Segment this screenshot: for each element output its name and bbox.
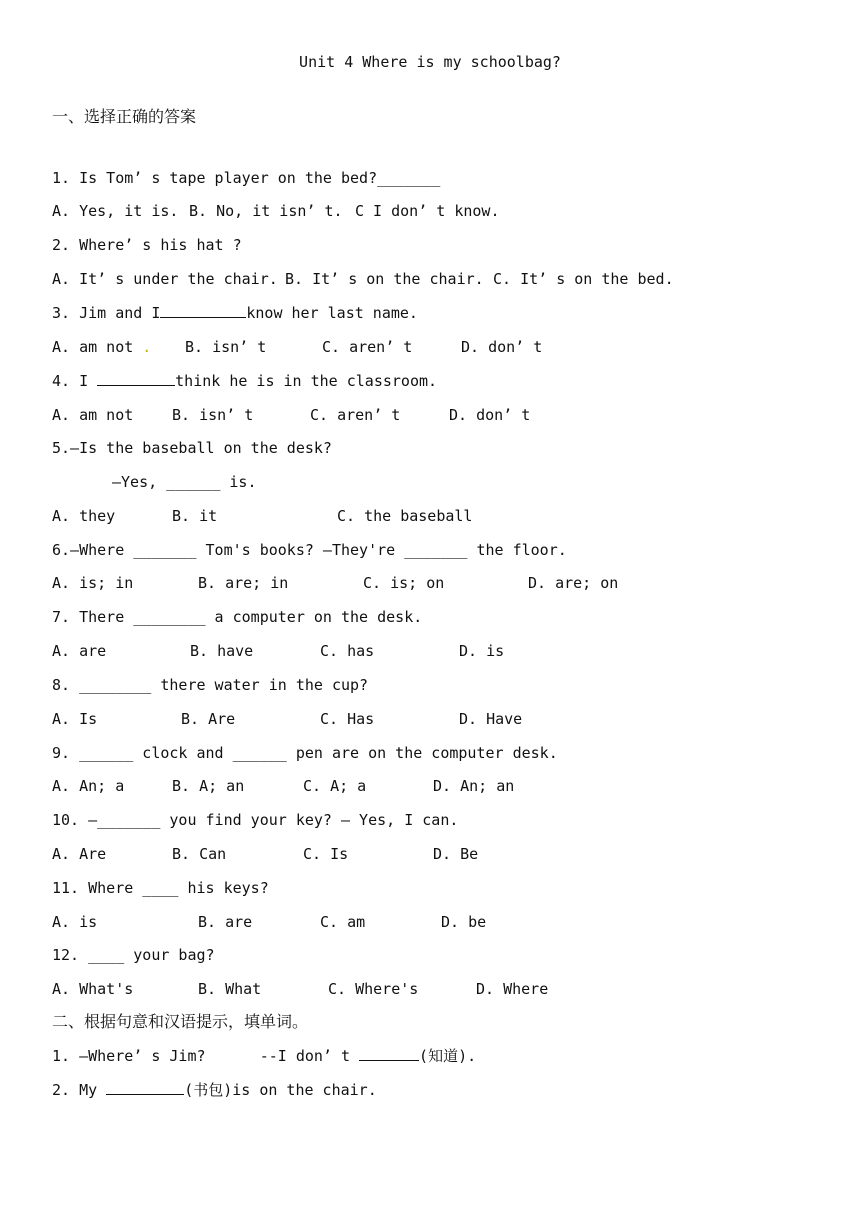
- option-a: A. am not .: [52, 338, 152, 356]
- question-10-options: [52, 843, 812, 865]
- fill-question-2-post: (书包)is on the chair.: [184, 1081, 377, 1099]
- question-12-options: [52, 978, 812, 1000]
- answer-blank: [106, 1080, 184, 1095]
- option-a: A. It’ s under the chair.: [52, 270, 278, 288]
- question-1: 1. Is Tom’ s tape player on the bed?_______: [52, 169, 441, 187]
- option-c: C. Is: [303, 845, 349, 863]
- option-d: D. are; on: [528, 574, 619, 592]
- option-a: A. An; a: [52, 777, 125, 795]
- option-b: B. Are: [181, 710, 236, 728]
- question-6-options: [52, 572, 812, 594]
- option-b: B. have: [190, 642, 254, 660]
- page-title: Unit 4 Where is my schoolbag?: [299, 53, 561, 71]
- question-4-post: think he is in the classroom.: [175, 372, 438, 390]
- option-c: C. has: [320, 642, 375, 660]
- question-7: 7. There ________ a computer on the desk.: [52, 608, 423, 626]
- option-c: C. Where's: [328, 980, 419, 998]
- option-d: D. is: [459, 642, 505, 660]
- option-d: D. don’ t: [461, 338, 543, 356]
- question-8: 8. ________ there water in the cup?: [52, 676, 369, 694]
- fill-question-1-post: (知道).: [419, 1047, 477, 1065]
- option-d: D. be: [441, 913, 487, 931]
- question-3-pre: 3. Jim and I: [52, 304, 161, 322]
- option-a: A. is: [52, 913, 98, 931]
- question-11-options: [52, 911, 812, 933]
- option-a: A. What's: [52, 980, 134, 998]
- option-b: B. No, it isn’ t.: [189, 202, 343, 220]
- section-heading-2: 二、根据句意和汉语提示，填单词。: [52, 1012, 309, 1031]
- option-c: C. It’ s on the bed.: [493, 270, 674, 288]
- option-c: C. the baseball: [337, 507, 473, 525]
- question-2-options: [52, 268, 812, 290]
- option-b: B. It’ s on the chair.: [285, 270, 484, 288]
- option-a: A. they: [52, 507, 116, 525]
- question-11: 11. Where ____ his keys?: [52, 879, 269, 897]
- answer-blank: [359, 1046, 419, 1061]
- option-d: D. Be: [433, 845, 479, 863]
- section-heading-1: 一、选择正确的答案: [52, 107, 197, 126]
- option-b: B. are: [198, 913, 253, 931]
- option-d: D. An; an: [433, 777, 515, 795]
- question-6: 6.—Where _______ Tom's books? —They're _______ the floor.: [52, 541, 567, 559]
- question-3-post: know her last name.: [246, 304, 418, 322]
- option-a: A. are: [52, 642, 107, 660]
- question-3: [52, 302, 418, 324]
- option-b: B. it: [172, 507, 218, 525]
- option-a: A. Yes, it is.: [52, 202, 179, 220]
- question-7-options: [52, 640, 812, 662]
- question-9-options: [52, 775, 812, 797]
- option-c: C. Has: [320, 710, 375, 728]
- question-5: 5.—Is the baseball on the desk?: [52, 439, 332, 457]
- question-12: 12. ____ your bag?: [52, 946, 215, 964]
- option-c: C. is; on: [363, 574, 445, 592]
- option-a: A. am not: [52, 406, 134, 424]
- option-b: B. are; in: [198, 574, 289, 592]
- question-8-options: [52, 708, 812, 730]
- option-d: D. Have: [459, 710, 523, 728]
- fill-question-2-pre: 2. My: [52, 1081, 107, 1099]
- option-a: A. Are: [52, 845, 107, 863]
- option-c: C. aren’ t: [322, 338, 413, 356]
- option-c: C. A; a: [303, 777, 367, 795]
- fill-question-1: [52, 1045, 476, 1067]
- option-c: C. am: [320, 913, 366, 931]
- option-b: B. isn’ t: [172, 406, 254, 424]
- option-c: C. aren’ t: [310, 406, 401, 424]
- question-4: [52, 370, 437, 392]
- question-10: 10. —_______ you find your key? — Yes, I can.: [52, 811, 459, 829]
- question-2: 2. Where’ s his hat ?: [52, 236, 242, 254]
- question-1-options: [52, 200, 812, 222]
- option-b: B. A; an: [172, 777, 245, 795]
- question-5-options: [52, 505, 812, 527]
- answer-blank: [160, 303, 246, 318]
- option-a: A. Is: [52, 710, 98, 728]
- question-4-pre: 4. I: [52, 372, 98, 390]
- option-b: B. isn’ t: [185, 338, 267, 356]
- question-5-answer-line: —Yes, ______ is.: [112, 473, 257, 491]
- option-d: D. don’ t: [449, 406, 531, 424]
- fill-question-1-pre: 1. –Where’ s Jim? --I don’ t: [52, 1047, 360, 1065]
- option-b: B. What: [198, 980, 262, 998]
- fill-question-2: [52, 1079, 377, 1101]
- option-a: A. is; in: [52, 574, 134, 592]
- option-b: B. Can: [172, 845, 227, 863]
- question-4-options: [52, 404, 812, 426]
- option-d: D. Where: [476, 980, 549, 998]
- question-9: 9. ______ clock and ______ pen are on the computer desk.: [52, 744, 558, 762]
- question-3-options: [52, 336, 812, 358]
- option-c: C I don’ t know.: [355, 202, 500, 220]
- answer-blank: [97, 371, 175, 386]
